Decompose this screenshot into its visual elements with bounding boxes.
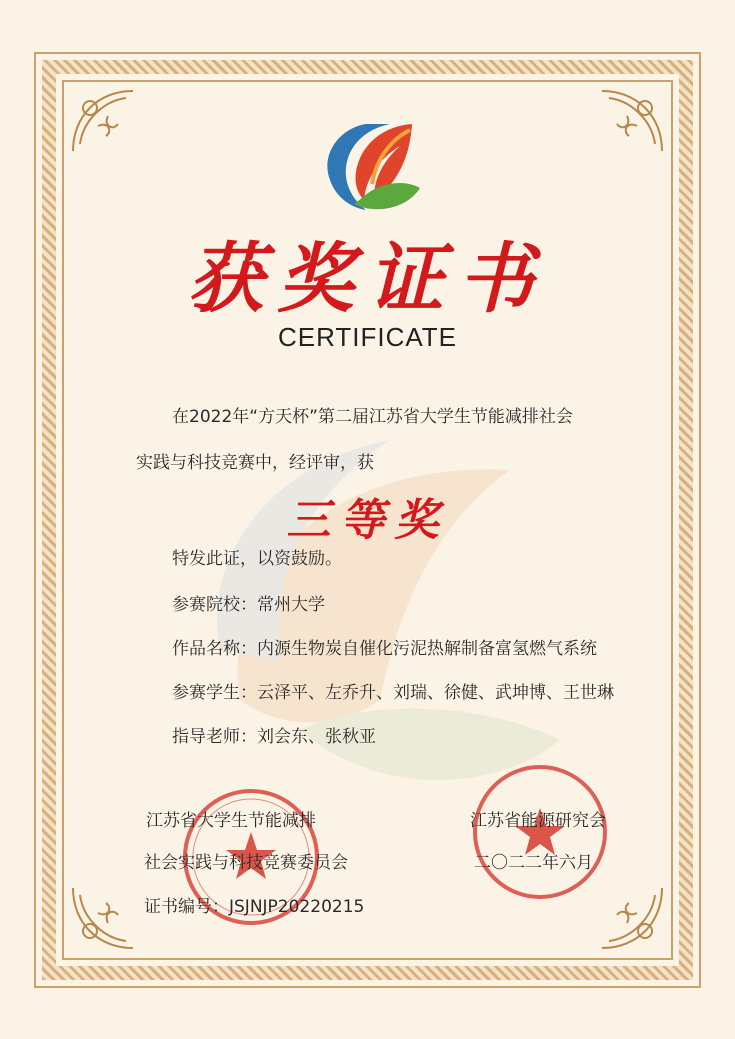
certificate-number-row <box>144 892 364 917</box>
certificate-title: 获奖证书 <box>187 234 548 323</box>
award-level: 三等奖 <box>286 495 449 546</box>
work-label: 作品名称： <box>172 639 257 659</box>
body-line-3: 特发此证，以资鼓励。 <box>172 549 342 569</box>
certificate-number-value: JSJNJP20220215 <box>229 897 365 917</box>
left-organizer-line-2: 社会实践与科技竞赛委员会 <box>144 853 348 873</box>
corner-ornament-bottom-left <box>68 883 138 953</box>
left-organizer-line-1: 江苏省大学生节能减排 <box>146 811 316 831</box>
body-line-1: 在2022年“方天杯”第二届江苏省大学生节能减排社会 <box>172 407 573 427</box>
work-value: 内源生物炭自催化污泥热解制备富氢燃气系统 <box>257 639 597 659</box>
advisors-row <box>172 722 376 747</box>
leaf-logo <box>318 118 422 216</box>
students-row <box>172 678 614 703</box>
right-organizer: 江苏省能源研究会 <box>470 811 606 831</box>
work-row <box>172 634 597 659</box>
right-official-seal <box>470 762 610 902</box>
students-value: 云泽平、左乔升、刘瑞、徐健、武坤博、王世琳 <box>257 683 614 703</box>
corner-ornament-top-left <box>68 86 138 156</box>
issue-date: 二〇二二年六月 <box>474 853 593 873</box>
body-line-2: 实践与科技竞赛中，经评审，获 <box>136 453 374 473</box>
corner-ornament-top-right <box>597 86 667 156</box>
advisors-label: 指导老师： <box>172 727 257 747</box>
advisors-value: 刘会东、张秋亚 <box>257 727 376 747</box>
school-value: 常州大学 <box>257 595 325 615</box>
school-row <box>172 590 325 615</box>
students-label: 参赛学生： <box>172 683 257 703</box>
certificate-number-label: 证书编号： <box>144 897 229 917</box>
school-label: 参赛院校： <box>172 595 257 615</box>
certificate-subtitle: CERTIFICATE <box>277 322 458 352</box>
